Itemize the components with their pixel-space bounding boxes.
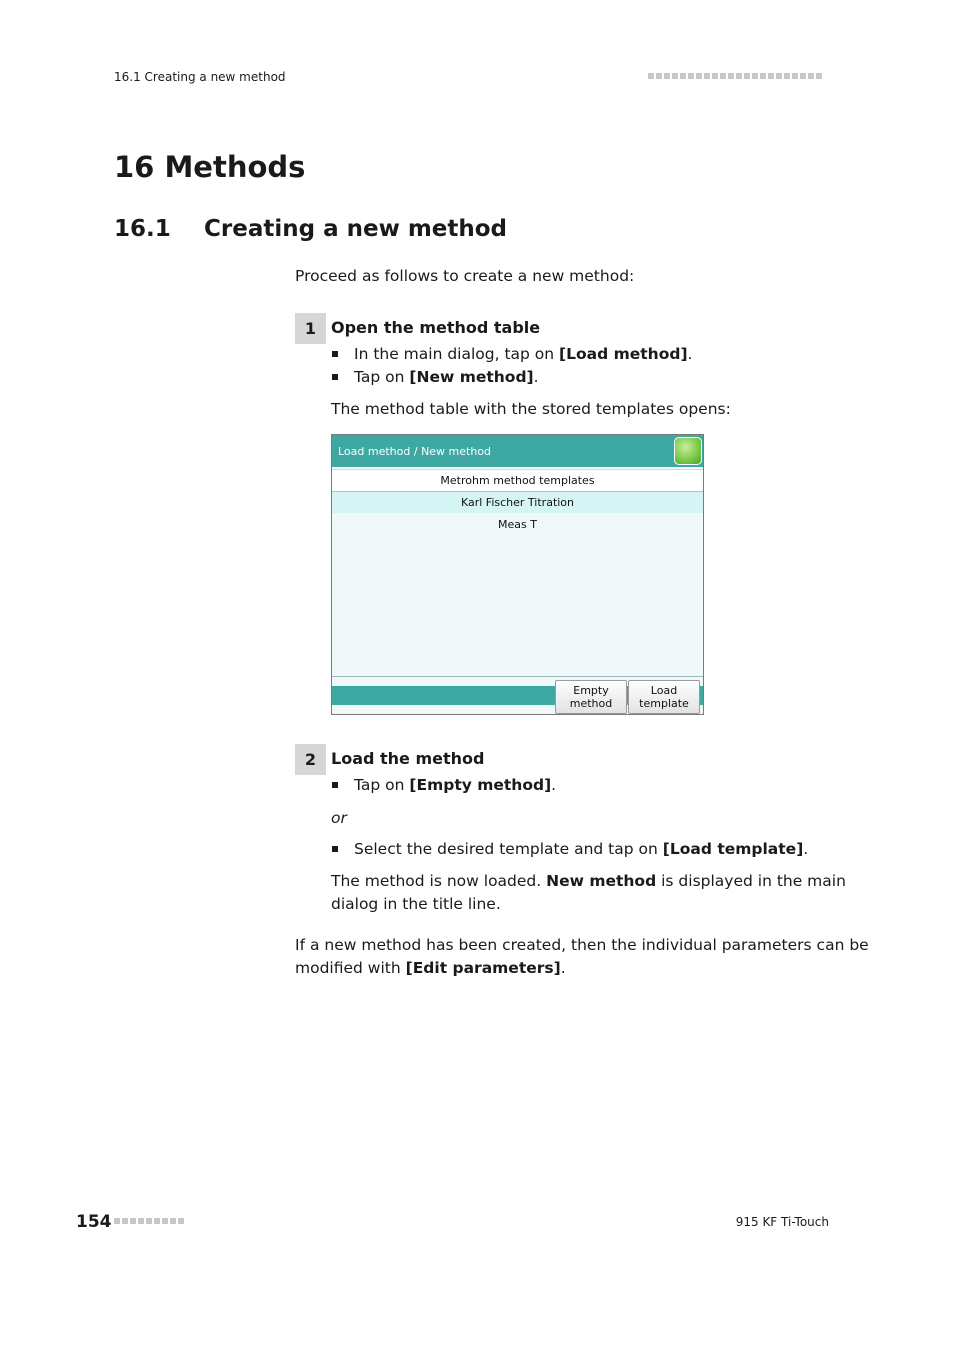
bullet-icon <box>332 782 338 788</box>
bullet-icon <box>332 374 338 380</box>
section-heading <box>114 216 507 242</box>
template-row-selected[interactable]: Karl Fischer Titration <box>332 492 703 513</box>
footer-decoration <box>114 1218 184 1224</box>
screen-title-bar <box>332 435 703 467</box>
template-group-header: Metrohm method templates <box>332 469 703 492</box>
home-button-icon[interactable] <box>674 437 702 465</box>
template-row[interactable]: Meas T <box>498 518 537 531</box>
empty-method-button[interactable]: Empty method <box>555 680 627 714</box>
step-2-bullet-1 <box>331 776 556 794</box>
screen-divider <box>332 676 703 677</box>
closing-text: If a new method has been created, then the individual parameters can be modified with [Edit parameters]. <box>295 936 869 977</box>
section-number: 16.1 <box>114 216 171 242</box>
bullet-icon <box>332 351 338 357</box>
bullet-icon <box>332 846 338 852</box>
header-decoration <box>648 73 822 79</box>
intro-text: Proceed as follows to create a new method: <box>295 267 635 285</box>
bullet-text: Tap on [New method]. <box>354 368 539 386</box>
page-number: 154 <box>76 1212 112 1232</box>
step-1-bullet-2 <box>331 368 539 386</box>
bullet-text: In the main dialog, tap on [Load method]. <box>354 345 693 363</box>
section-title: Creating a new method <box>204 216 508 242</box>
running-header: 16.1 Creating a new method <box>114 70 286 84</box>
screen-title: Load method / New method <box>338 444 492 458</box>
step-1-bullet-1 <box>331 345 692 363</box>
step-1-result: The method table with the stored templates opens: <box>331 400 731 418</box>
or-text: or <box>331 809 347 827</box>
chapter-title: 16 Methods <box>114 150 306 184</box>
step-2-result: The method is now loaded. New method is displayed in the main dialog in the title line. <box>331 872 846 913</box>
bullet-text: Tap on [Empty method]. <box>354 776 557 794</box>
step-2-bullet-2 <box>331 840 808 858</box>
load-template-button[interactable]: Load template <box>628 680 700 714</box>
step-1-number: 1 <box>295 313 326 344</box>
step-2-number: 2 <box>295 744 326 775</box>
product-name: 915 KF Ti-Touch <box>735 1215 829 1229</box>
bullet-text: Select the desired template and tap on [Load template]. <box>354 840 809 858</box>
method-table-screen <box>331 434 704 715</box>
step-1-title: Open the method table <box>331 318 541 337</box>
step-2-title: Load the method <box>331 749 485 768</box>
